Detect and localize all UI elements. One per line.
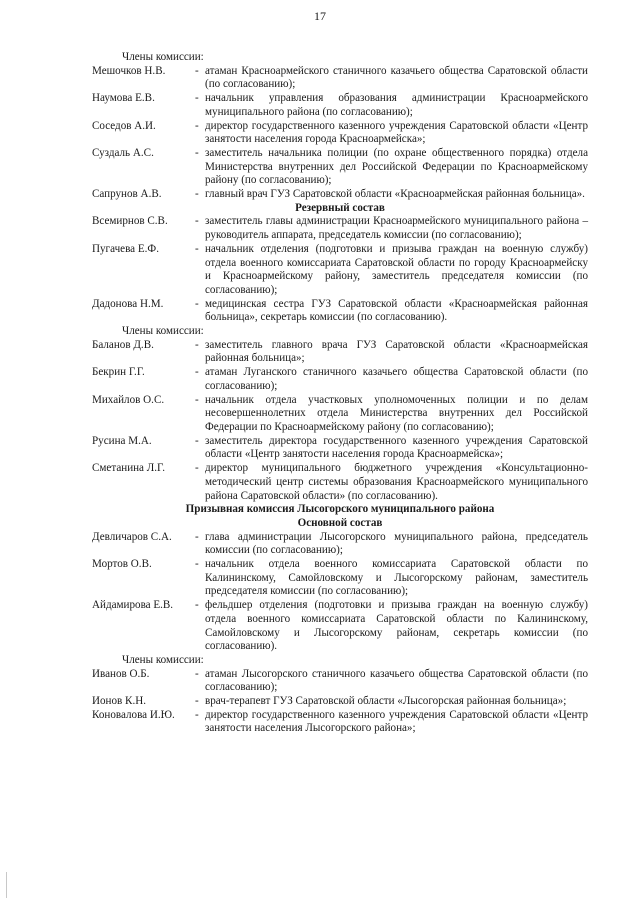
- member-name: Бекрин Г.Г.: [92, 366, 145, 379]
- position-line: «Красноармейская районная больница»;: [205, 338, 588, 365]
- member-name: Дадонова Н.М.: [92, 297, 164, 310]
- position-line: заместитель главного врача ГУЗ Саратовской области: [205, 338, 491, 351]
- member-name: Суздаль А.С.: [92, 146, 154, 159]
- member-entry: [92, 366, 588, 393]
- member-entry: [92, 92, 588, 119]
- member-position: [205, 188, 588, 202]
- members-subheading: Члены комиссии:: [122, 51, 204, 63]
- scan-edge-mark: [6, 872, 7, 898]
- entry-dash: -: [195, 462, 199, 475]
- member-entry: [92, 531, 588, 558]
- position-line: атаман Красноармейского станичного казачьего общества Саратовской: [205, 64, 547, 77]
- member-position: [205, 462, 588, 503]
- position-line: начальник отделения (подготовки и призыва граждан на военную: [205, 242, 544, 255]
- member-name: Ионов К.Н.: [92, 695, 147, 708]
- position-line: Федерации по Красноармейскому району (по согласованию);: [205, 420, 494, 433]
- member-position: [205, 65, 588, 92]
- member-name: Сметанина Л.Г.: [92, 462, 165, 475]
- position-line: Федерации по Красноармейскому району (по согласованию);: [205, 160, 588, 187]
- member-position: [205, 215, 588, 242]
- member-name: Коновалова И.Ю.: [92, 708, 175, 721]
- member-name: Русина М.А.: [92, 434, 152, 447]
- member-entry: [92, 462, 588, 503]
- position-line: председателя комиссии (по согласованию);: [205, 270, 589, 296]
- member-name: Всемирнов С.В.: [92, 215, 168, 228]
- member-entry: [92, 147, 588, 188]
- position-line: района – руководитель аппарата, председатель комиссии: [205, 215, 588, 242]
- entry-dash: -: [195, 64, 199, 77]
- entry-dash: -: [195, 92, 199, 105]
- page-number: 17: [314, 9, 326, 23]
- member-entry: [92, 709, 588, 736]
- members-subheading: Члены комиссии:: [122, 325, 204, 338]
- entry-dash: -: [195, 338, 199, 351]
- position-line: начальник управления образования администрации Красноармейского: [205, 92, 588, 105]
- entry-dash: -: [195, 434, 199, 447]
- entry-dash: -: [195, 667, 199, 680]
- entry-dash: -: [195, 530, 199, 543]
- position-line: области (по согласованию);: [205, 64, 588, 91]
- position-line: по городу Красноармейску и Красноармейскому району, заместитель: [205, 256, 588, 283]
- position-line: заместитель начальника полиции (по охране общественного: [205, 146, 505, 159]
- member-name: Михайлов О.С.: [92, 393, 165, 406]
- member-position: [205, 339, 588, 366]
- position-line: несовершеннолетних отдела Министерства внутренних дел Российской: [205, 407, 588, 420]
- position-line: Саратовской области «Центр занятости населения города: [205, 434, 588, 461]
- position-line: больница».: [532, 188, 585, 201]
- position-line: председатель комиссии (по согласованию);: [205, 530, 588, 557]
- members-subheading: Члены комиссии:: [122, 653, 204, 666]
- position-line: (по согласованию);: [431, 229, 522, 242]
- member-name: Наумова Е.В.: [92, 92, 155, 105]
- member-position: [205, 147, 588, 188]
- member-entry: [92, 394, 588, 435]
- position-line: медицинская сестра ГУЗ Саратовской области «Красноармейская: [205, 297, 537, 310]
- member-name: Иванов О.Б.: [92, 667, 150, 680]
- member-name: Айдамирова Е.В.: [92, 599, 174, 612]
- member-position: [205, 92, 588, 119]
- position-line: области «Центр занятости населения города Красноармейска»;: [205, 119, 589, 146]
- entry-dash: -: [195, 599, 199, 612]
- member-entry: [92, 339, 588, 366]
- member-position: [205, 394, 588, 435]
- position-line: начальник отдела участковых уполномоченных полиции и по делам: [205, 393, 588, 406]
- position-line: по Калининскому, Самойловскому и Лысогорскому районам,: [205, 612, 588, 639]
- member-name: Мортов О.В.: [92, 558, 152, 571]
- entry-dash: -: [195, 695, 199, 708]
- position-line: Красноармейска»;: [416, 448, 504, 461]
- member-entry: [92, 695, 588, 709]
- member-name: Девличаров С.А.: [92, 530, 172, 543]
- position-line: директор муниципального бюджетного учреждения «Консультационно-: [205, 462, 588, 475]
- member-entry: [92, 120, 588, 147]
- position-line: заместитель директора государственного казенного учреждения: [205, 434, 523, 447]
- entry-dash: -: [195, 297, 199, 310]
- member-position: [205, 668, 588, 695]
- member-position: [205, 599, 588, 654]
- member-name: Мешочков Н.В.: [92, 64, 166, 77]
- entry-dash: -: [195, 119, 199, 132]
- entry-dash: -: [195, 215, 199, 228]
- entry-dash: -: [195, 242, 199, 255]
- member-position: [205, 243, 588, 298]
- position-line: секретарь комиссии (по согласованию).: [205, 626, 588, 653]
- position-line: заместитель главы администрации Красноармейского муниципального: [205, 215, 544, 228]
- member-position: [205, 435, 588, 462]
- entry-dash: -: [195, 558, 199, 571]
- member-entry: [92, 215, 588, 242]
- entry-dash: -: [195, 366, 199, 379]
- member-entry: [92, 243, 588, 298]
- member-entry: [92, 65, 588, 92]
- position-line: директор государственного казенного учреждения Саратовской: [205, 708, 509, 721]
- member-name: Пугачева Е.Ф.: [92, 242, 159, 255]
- position-line: районная больница», секретарь комиссии (по согласованию).: [205, 297, 588, 324]
- member-position: [205, 695, 588, 709]
- member-name: Баланов Д.В.: [92, 338, 154, 351]
- section-heading: Призывная комиссия Лысогорского муниципального района: [185, 503, 495, 516]
- position-line: начальник отдела военного комиссариата Саратовской области: [205, 558, 562, 571]
- member-position: [205, 298, 588, 325]
- position-line: директор государственного казенного учреждения Саратовской: [205, 119, 509, 132]
- member-name: Сапрунов А.В.: [92, 188, 162, 201]
- position-line: врач-терапевт ГУЗ Саратовской области «Лысогорская районная: [205, 695, 511, 708]
- position-line: атаман Лысогорского станичного казачьего общества Саратовской: [205, 667, 527, 680]
- position-line: атаман Луганского станичного казачьего общества Саратовской: [205, 366, 524, 379]
- position-line: муниципального района Саратовской области» (по согласованию).: [205, 475, 588, 502]
- position-line: муниципального района (по согласованию);: [205, 105, 413, 118]
- entry-dash: -: [195, 393, 199, 406]
- entry-dash: -: [195, 188, 199, 201]
- member-entry: [92, 599, 588, 654]
- member-position: [205, 709, 588, 736]
- position-line: фельдшер отделения (подготовки и призыва граждан на военную: [205, 599, 544, 612]
- position-line: области (по согласованию);: [205, 667, 588, 694]
- member-name: Соседов А.И.: [92, 119, 156, 132]
- entry-dash: -: [195, 146, 199, 159]
- position-line: порядка) отдела Министерства внутренних дел Российской: [205, 146, 588, 173]
- position-line: глава администрации Лысогорского муниципального района,: [205, 530, 518, 543]
- commission-list: [92, 51, 588, 736]
- member-entry: [92, 188, 588, 202]
- position-line: методический центр системы образования Красноармейского: [205, 475, 505, 488]
- member-position: [205, 366, 588, 393]
- position-line: области «Центр занятости населения Лысогорского района»;: [205, 708, 589, 735]
- position-line: главный врач ГУЗ Саратовской области «Красноармейская районная: [205, 188, 530, 201]
- position-line: по Калининскому, Самойловскому и Лысогорскому районам,: [205, 558, 588, 584]
- position-line: заместитель председателя комиссии (по согласованию);: [205, 571, 589, 598]
- member-entry: [92, 668, 588, 695]
- member-entry: [92, 298, 588, 325]
- member-position: [205, 120, 588, 147]
- position-line: службу) отдела военного комиссариата Саратовской области: [205, 599, 588, 625]
- section-heading: Основной состав: [297, 516, 383, 529]
- member-position: [205, 531, 588, 558]
- member-position: [205, 558, 588, 599]
- position-line: области (по согласованию);: [205, 366, 588, 392]
- member-entry: [92, 558, 588, 599]
- position-line: службу) отдела военного комиссариата Саратовской области: [205, 242, 588, 269]
- entry-dash: -: [195, 708, 199, 721]
- position-line: больница»;: [513, 695, 567, 708]
- member-entry: [92, 435, 588, 462]
- section-heading: Резервный состав: [295, 201, 385, 214]
